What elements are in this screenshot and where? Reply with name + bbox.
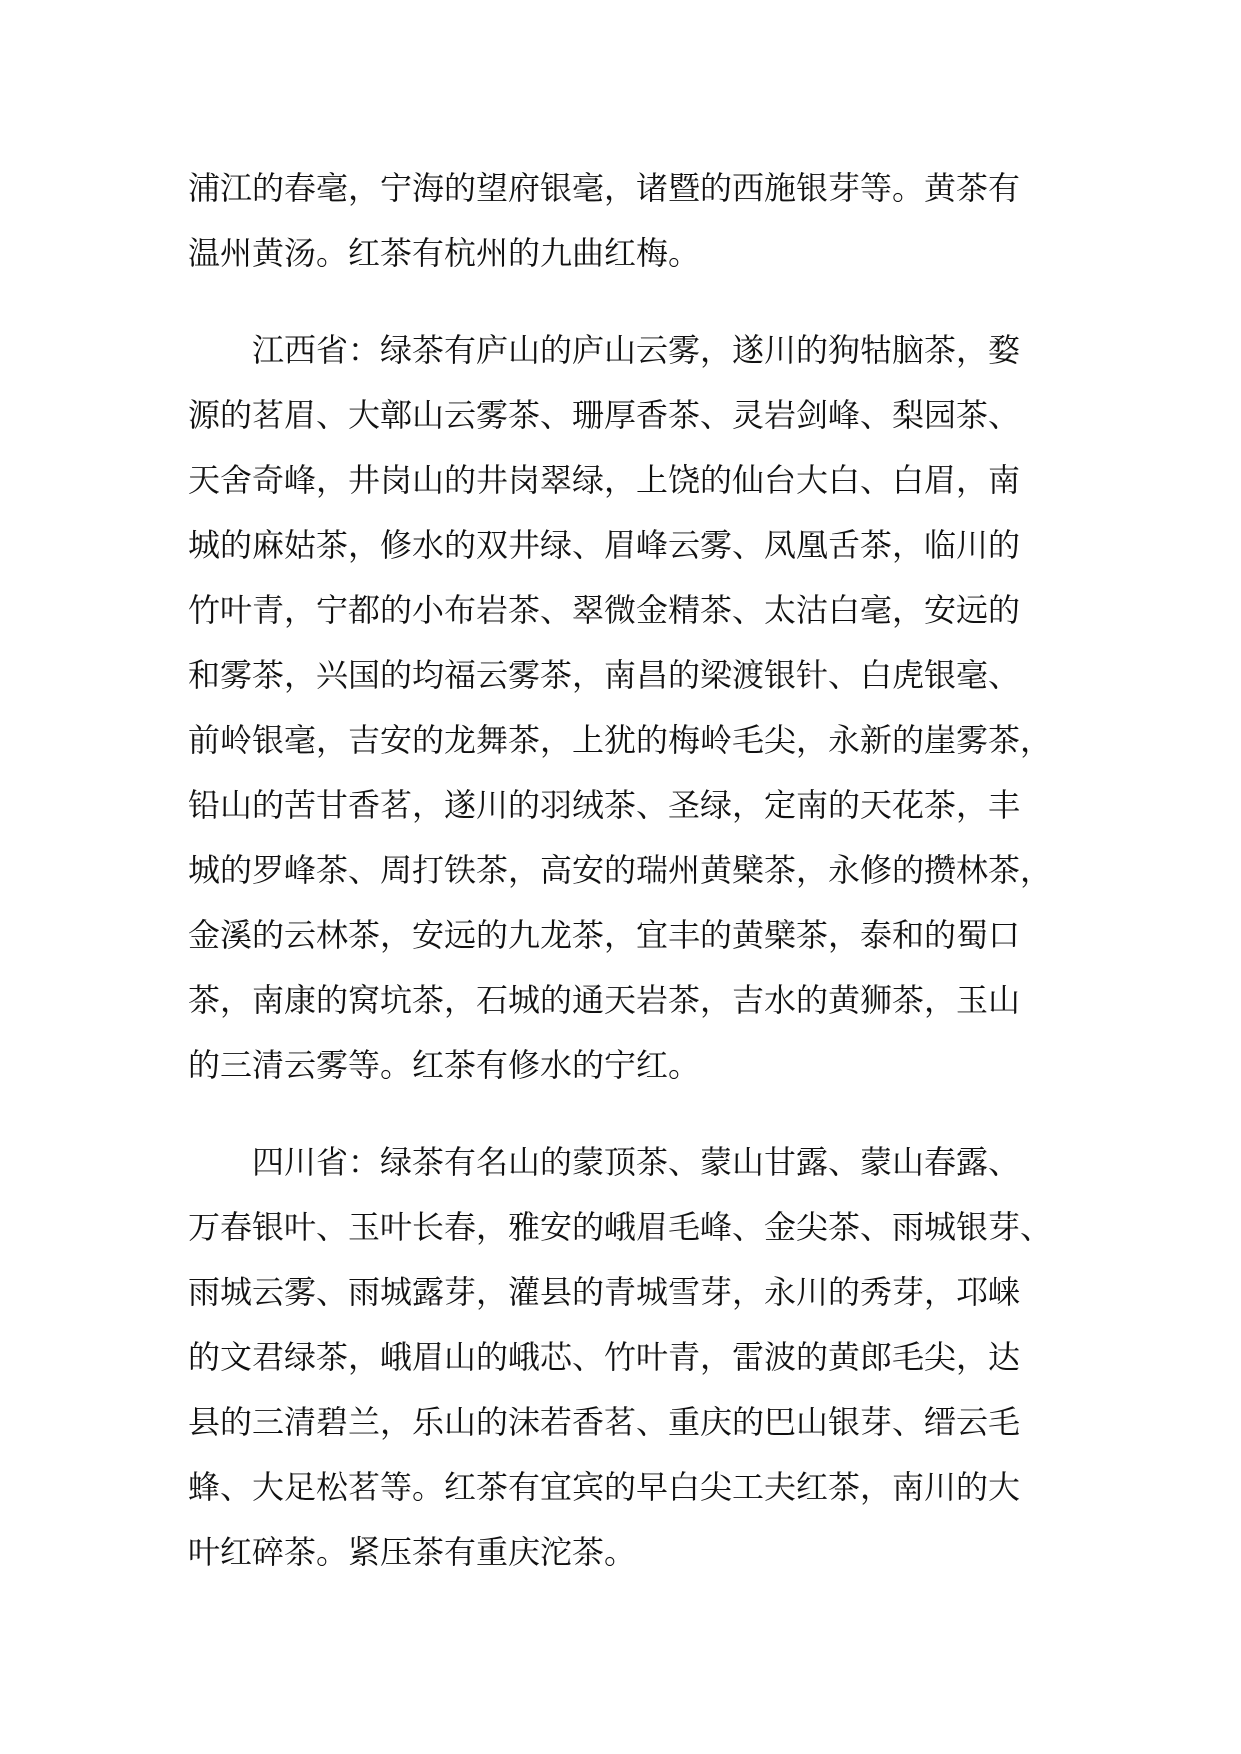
text-line: 的文君绿茶，峨眉山的峨芯、竹叶青，雷波的黄郎毛尖，达: [188, 1338, 1021, 1376]
text-line: 铅山的苦甘香茗，遂川的羽绒茶、圣绿，定南的天花茶，丰: [188, 786, 1021, 824]
text-line: 天舍奇峰，井岗山的井岗翠绿，上饶的仙台大白、白眉，南: [188, 461, 1021, 499]
text-line: 蜂、大足松茗等。红茶有宜宾的早白尖工夫红茶，南川的大: [188, 1468, 1021, 1506]
text-line: 万春银叶、玉叶长春，雅安的峨眉毛峰、金尖茶、雨城银芽、: [188, 1208, 1053, 1246]
text-line: 茶，南康的窝坑茶，石城的通天岩茶，吉水的黄狮茶，玉山: [188, 981, 1021, 1019]
text-line: 温州黄汤。红茶有杭州的九曲红梅。: [188, 234, 701, 272]
text-line: 竹叶青，宁都的小布岩茶、翠微金精茶、太沽白毫，安远的: [188, 591, 1021, 629]
text-line: 和雾茶，兴国的均福云雾茶，南昌的梁渡银针、白虎银毫、: [188, 656, 1021, 694]
document-body: [188, 156, 1058, 1617]
text-line: 叶红碎茶。紧压茶有重庆沱茶。: [188, 1533, 637, 1571]
text-line: 金溪的云林茶，安远的九龙茶，宜丰的黄檗茶，泰和的蜀口: [188, 916, 1021, 954]
text-line: 城的罗峰茶、周打铁茶，高安的瑞州黄檗茶，永修的攒林茶，: [188, 851, 1053, 889]
text-line: 浦江的春毫，宁海的望府银毫，诸暨的西施银芽等。黄茶有: [188, 169, 1021, 207]
paragraph-sichuan: [188, 1130, 1058, 1585]
text-line: 前岭银毫，吉安的龙舞茶，上犹的梅岭毛尖，永新的崖雾茶，: [188, 721, 1053, 759]
text-line: 县的三清碧兰，乐山的沫若香茗、重庆的巴山银芽、缙云毛: [188, 1403, 1021, 1441]
text-line: 四川省：绿茶有名山的蒙顶茶、蒙山甘露、蒙山春露、: [252, 1143, 1021, 1181]
paragraph-zhejiang-continued: [188, 156, 1058, 286]
text-line: 源的茗眉、大鄣山云雾茶、珊厚香茶、灵岩剑峰、梨园茶、: [188, 396, 1021, 434]
paragraph-jiangxi: [188, 318, 1058, 1098]
text-line: 雨城云雾、雨城露芽，灌县的青城雪芽，永川的秀芽，邛崃: [188, 1273, 1021, 1311]
text-line: 的三清云雾等。红茶有修水的宁红。: [188, 1046, 701, 1084]
text-line: 江西省：绿茶有庐山的庐山云雾，遂川的狗牯脑茶，婺: [252, 331, 1021, 369]
text-line: 城的麻姑茶，修水的双井绿、眉峰云雾、凤凰舌茶，临川的: [188, 526, 1021, 564]
